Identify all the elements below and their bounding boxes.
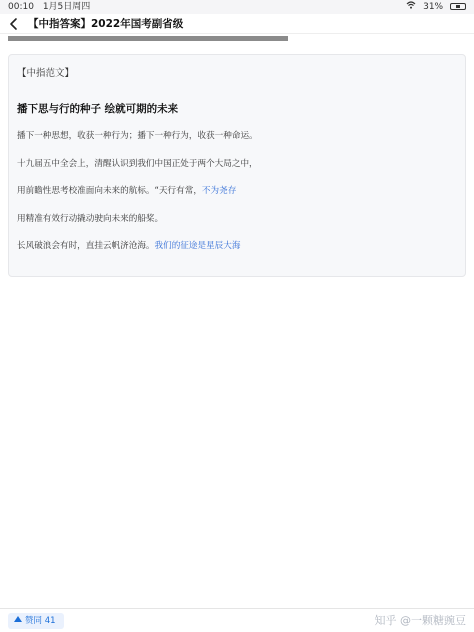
battery-percent: 31% (423, 2, 444, 12)
paragraph-4 (17, 213, 457, 227)
paragraph-5 (17, 240, 457, 254)
status-left (8, 0, 96, 14)
status-right (402, 0, 466, 14)
upvote-arrow-icon (14, 616, 22, 622)
battery-fill (456, 5, 460, 8)
paragraph-5-link[interactable]: 我们的征途是星辰大海 (154, 241, 241, 252)
paragraph-1 (17, 130, 457, 144)
zhihu-watermark: 知乎 @一颗糖豌豆 (374, 614, 466, 627)
wifi-icon (406, 2, 419, 12)
paragraph-4-text: 用精准有效行动撬动驶向未来的船桨。 (17, 213, 164, 224)
battery-icon (450, 3, 466, 10)
back-arrow-icon[interactable] (6, 16, 22, 32)
bottom-bar (0, 608, 474, 632)
paragraph-3-text: 用前瞻性思考校准面向未来的航标。“天行有常， (17, 186, 202, 197)
status-date: 1月5日周四 (42, 2, 91, 12)
paragraph-3-link[interactable]: 不为尧存 (201, 186, 237, 197)
paragraph-2 (17, 158, 457, 172)
clipped-text-line (8, 36, 288, 44)
paragraph-1-text: 播下一种思想，收获一种行为；播下一种行为，收获一种命运。 (17, 131, 258, 141)
upvote-button[interactable] (8, 613, 64, 629)
upvote-label: 赞同 41 (25, 616, 56, 626)
article-content[interactable] (0, 34, 474, 608)
article-tag: 【中指范文】 (17, 68, 75, 79)
paragraph-5-text: 长风破浪会有时，直挂云帆济沧海。 (17, 241, 155, 252)
nav-bar (0, 14, 474, 34)
article-headline: 播下思与行的种子 绘就可期的未来 (17, 103, 179, 115)
paragraph-2-text: 十九届五中全会上，清醒认识到我们中国正处于两个大局之中， (17, 158, 258, 169)
status-bar (0, 0, 474, 14)
status-time: 00:10 (8, 2, 34, 12)
paragraph-3 (17, 185, 457, 199)
article-card (8, 54, 466, 277)
page-title: 【中指答案】2022年国考副省级 (28, 18, 184, 30)
